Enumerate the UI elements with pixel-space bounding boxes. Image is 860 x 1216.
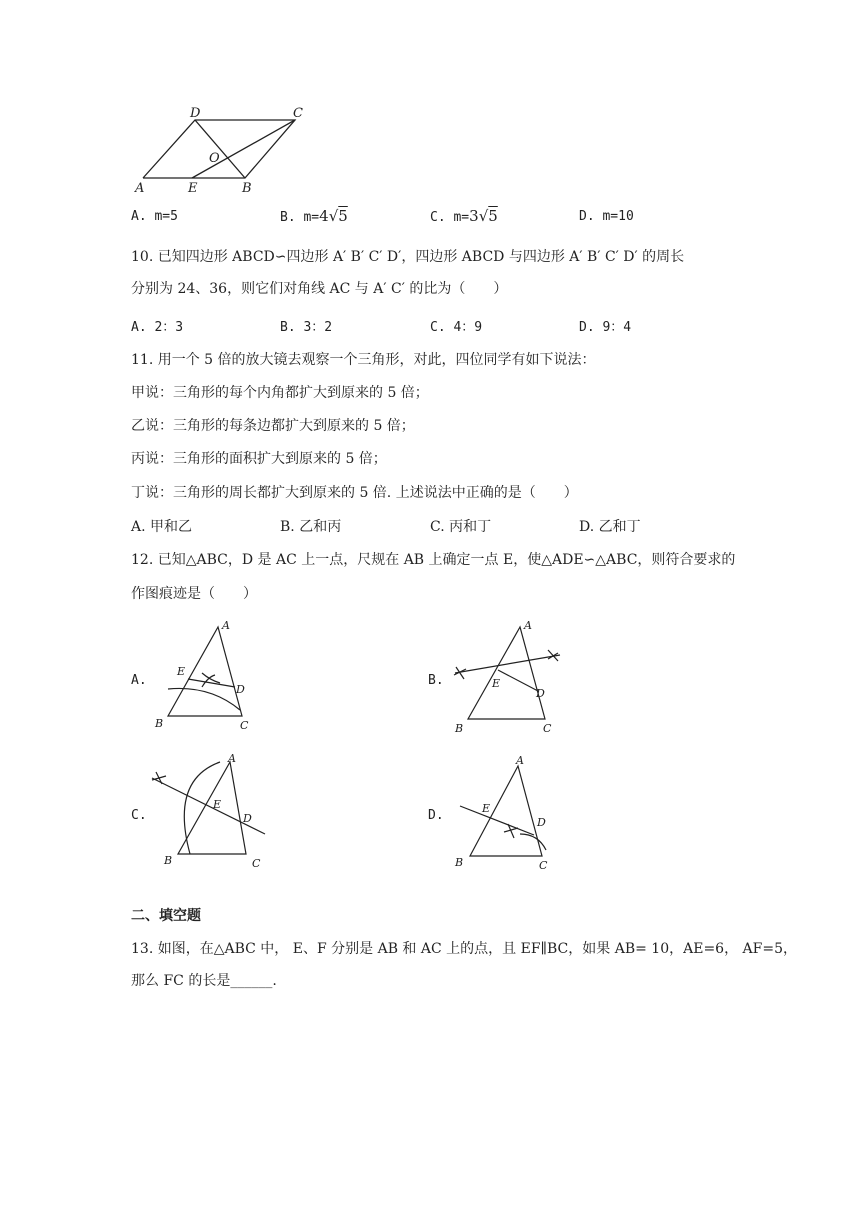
q10-option-b: B. 3：2 <box>280 320 333 335</box>
q12c-label-c: C <box>252 857 261 870</box>
q11-line3: 乙说：三角形的每条边都扩大到原来的 5 倍； <box>131 418 415 434</box>
q11-option-d: D. 乙和丁 <box>579 519 641 535</box>
q10-option-a: A. 2：3 <box>131 320 184 335</box>
q12c-label-e: E <box>213 798 222 811</box>
q11-option-c: C. 丙和丁 <box>430 519 492 535</box>
q12-figure-c <box>150 750 275 875</box>
q9-option-b-prefix: B. m= <box>280 210 320 225</box>
q12b-label-e: E <box>492 677 501 690</box>
q11-line1: 11. 用一个 5 倍的放大镜去观察一个三角形，对此，四位同学有如下说法： <box>131 352 596 368</box>
q9-option-d: D. m=10 <box>579 209 634 224</box>
q9-option-b <box>280 207 348 225</box>
q12a-label-b: B <box>155 717 164 730</box>
q9-option-b-math: 4√5 <box>319 207 348 225</box>
q11-option-a: A. 甲和乙 <box>131 519 193 535</box>
q13-line1: 13. 如图，在△ABC 中， E、F 分别是 AB 和 AC 上的点，且 EF∥BC，如果 AB= 10，AE=6， AF=5， <box>131 941 797 957</box>
q9-option-a: A. m=5 <box>131 209 178 224</box>
q12-figure-a <box>150 615 270 740</box>
q9-label-e: E <box>188 181 198 196</box>
q9-option-c-math: 3√5 <box>469 207 498 225</box>
q9-label-b: B <box>242 181 252 196</box>
q12-figure-d <box>450 750 575 875</box>
q12-figure-b <box>450 615 575 740</box>
q12d-label-a: A <box>516 754 524 767</box>
q12-line2: 作图痕迹是（ ） <box>131 586 257 602</box>
q12-option-label-b: B. <box>428 673 444 688</box>
q10-option-d: D. 9：4 <box>579 320 632 335</box>
q12c-label-b: B <box>164 854 173 867</box>
q12d-label-e: E <box>482 802 491 815</box>
q9-option-c <box>430 207 498 225</box>
q12b-label-d: D <box>536 687 545 700</box>
q9-label-o: O <box>209 151 220 166</box>
q12-line1: 12. 已知△ABC，D 是 AC 上一点，尺规在 AB 上确定一点 E，使△ADE∽△ABC，则符合要求的 <box>131 552 736 568</box>
q12a-label-e: E <box>177 665 186 678</box>
q12a-label-a: A <box>222 619 230 632</box>
q12b-label-b: B <box>455 722 464 735</box>
q12c-label-a: A <box>228 752 236 765</box>
q9-option-c-prefix: C. m= <box>430 210 470 225</box>
q12d-label-b: B <box>455 856 464 869</box>
q12c-label-d: D <box>243 812 252 825</box>
q11-line5: 丁说：三角形的周长都扩大到原来的 5 倍. 上述说法中正确的是（ ） <box>131 485 578 501</box>
q12d-label-d: D <box>537 816 546 829</box>
q10-option-c: C. 4：9 <box>430 320 483 335</box>
q9-label-d: D <box>190 106 201 121</box>
q9-option-c-radicand: 5 <box>488 207 498 225</box>
q11-line4: 丙说：三角形的面积扩大到原来的 5 倍； <box>131 451 387 467</box>
q9-label-c: C <box>293 106 303 121</box>
section-title-fill-in: 二、填空题 <box>131 908 201 924</box>
q9-option-b-radicand: 5 <box>338 207 348 225</box>
q9-figure <box>130 100 320 200</box>
q13-line2: 那么 FC 的长是______. <box>131 973 277 989</box>
q11-option-b: B. 乙和丙 <box>280 519 342 535</box>
q11-line2: 甲说：三角形的每个内角都扩大到原来的 5 倍； <box>131 385 429 401</box>
q10-line1: 10. 已知四边形 ABCD∽四边形 A′ B′ C′ D′，四边形 ABCD 与四边形 A′ B′ C′ D′ 的周长 <box>131 249 685 265</box>
q9-option-b-coef: 4 <box>319 207 329 225</box>
q9-option-c-coef: 3 <box>469 207 479 225</box>
q9-label-a: A <box>135 181 145 196</box>
q12a-label-d: D <box>236 683 245 696</box>
q12b-label-c: C <box>543 722 552 735</box>
q12b-label-a: A <box>524 619 532 632</box>
q10-line2: 分别为 24、36，则它们对角线 AC 与 A′ C′ 的比为（ ） <box>131 281 508 297</box>
q12-option-label-c: C. <box>131 808 147 823</box>
q12d-label-c: C <box>539 859 548 872</box>
q12-option-label-d: D. <box>428 808 444 823</box>
q12-option-label-a: A. <box>131 673 147 688</box>
q12a-label-c: C <box>240 719 249 732</box>
